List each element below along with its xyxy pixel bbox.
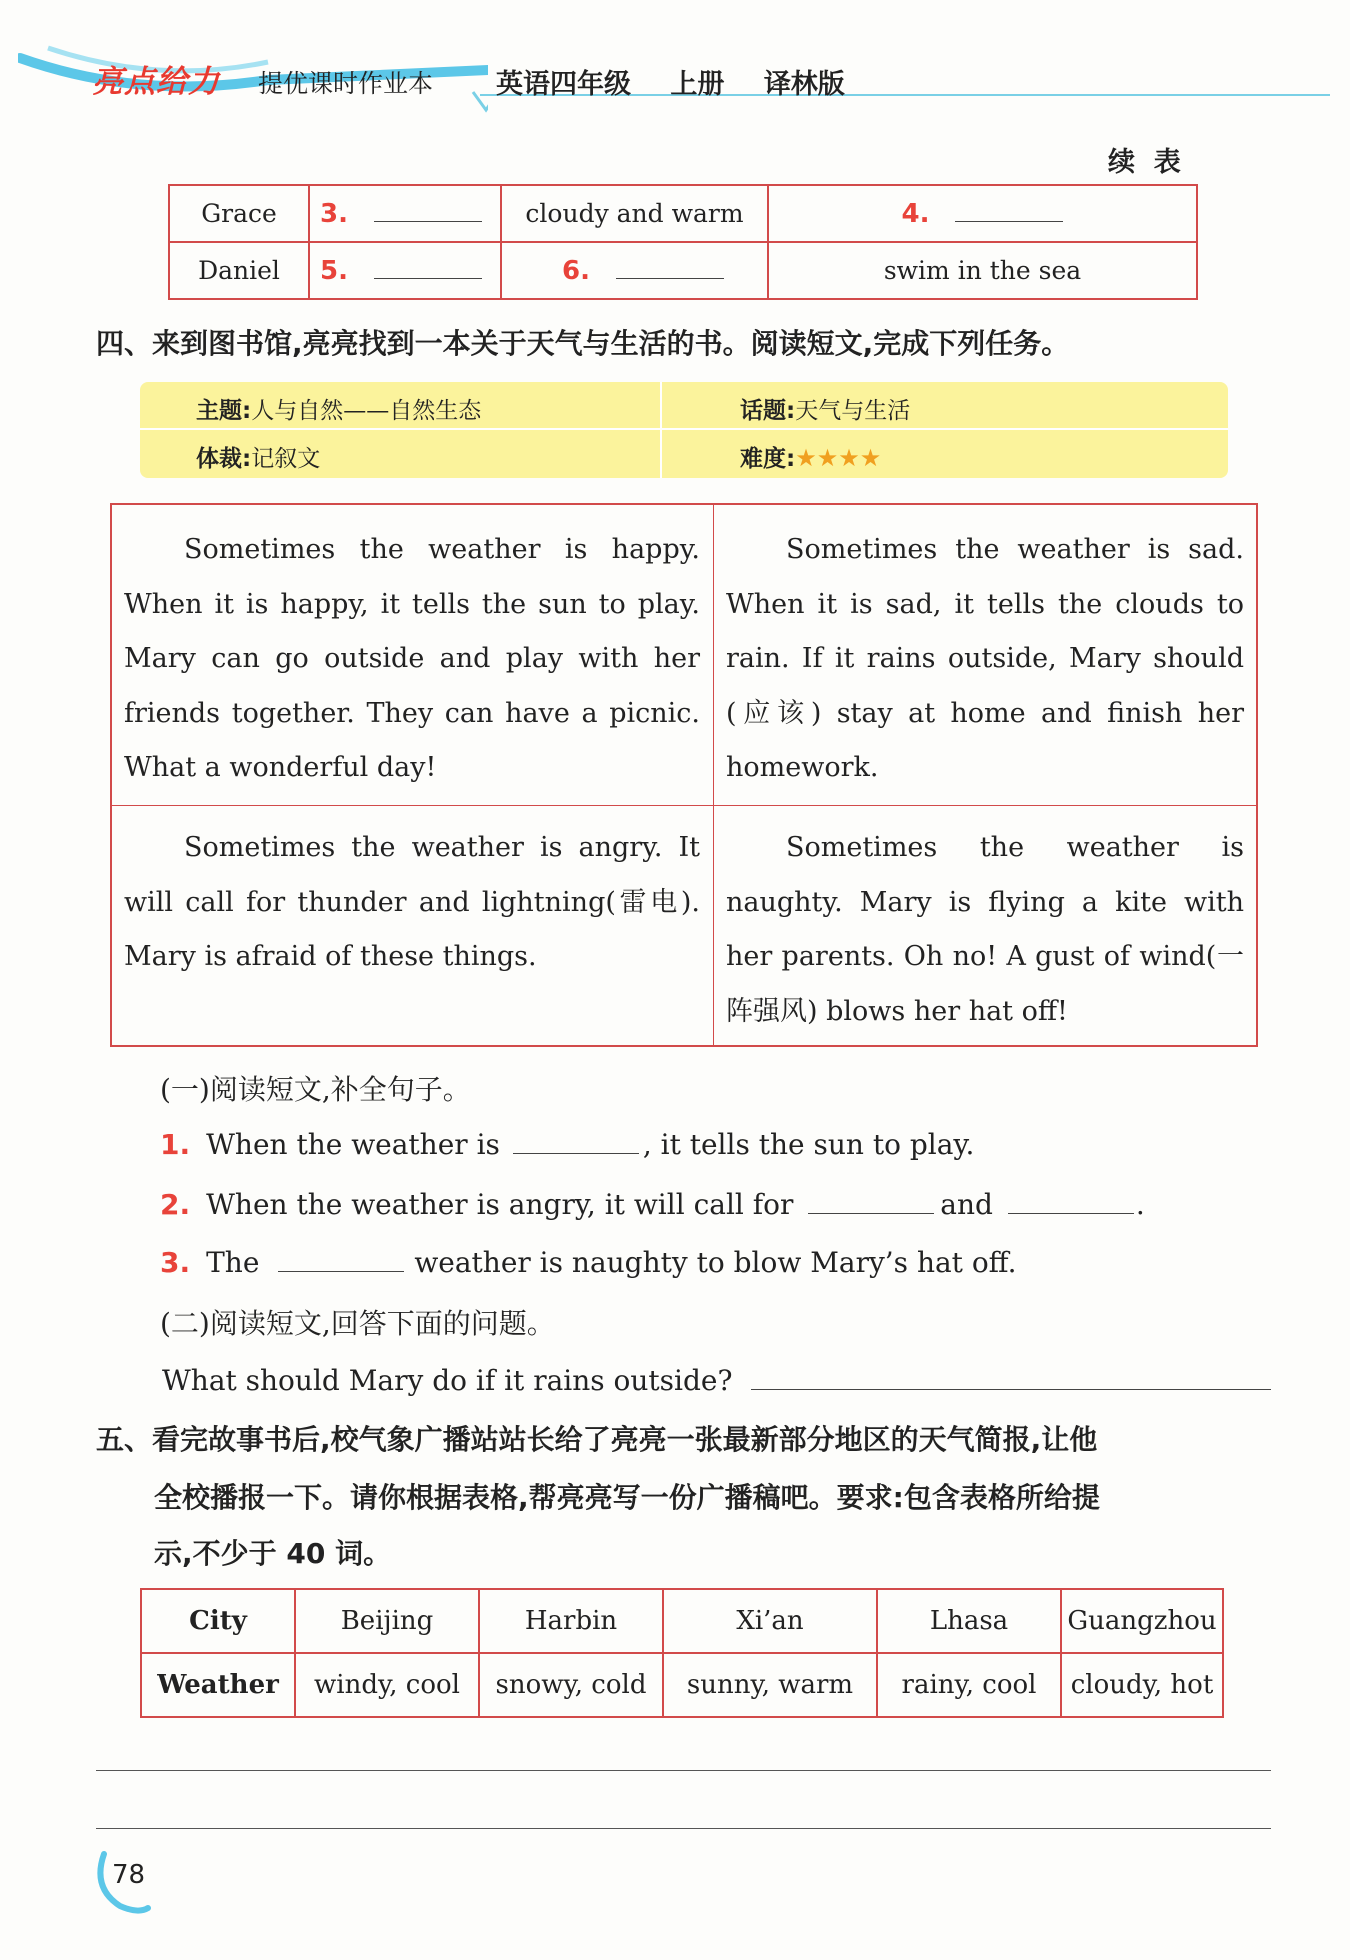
answer-blank-part2[interactable] [751,1388,1271,1390]
answer-blank-6[interactable] [616,277,724,279]
section-5-line-2: 全校播报一下。请你根据表格,帮亮亮写一份广播稿吧。要求:包含表格所给提 [154,1481,1100,1514]
answer-blank-3[interactable] [374,220,482,222]
table-row [141,1589,1223,1653]
table-row [169,242,1197,299]
blank-number: 4. [901,198,930,229]
city-cell: Xi’an [663,1589,877,1653]
passage-naughty: Sometimes the weather is naughty. Mary is flying a kite with her parents. Oh no! A gust of wind(一阵强风) blows her hat off! [726,832,1244,1027]
name-cell: Daniel [169,242,309,299]
passage-happy: Sometimes the weather is happy. When it is happy, it tells the sun to play. Mary can go outside and play with her friends together. They can have a picnic. What a wonderful day! [124,534,700,783]
blank-number: 5. [320,255,348,286]
question-2: 2. When the weather is angry, it will call for and . [160,1188,1145,1221]
genre: 体裁:记叙文 [196,446,321,472]
table-row [169,185,1197,242]
reading-passages [110,503,1258,1047]
subject: 英语四年级 [496,69,631,100]
reading-info-box [140,382,1228,478]
page-number: 78 [112,1860,146,1890]
weather-cell: windy, cool [295,1653,479,1717]
part-2-question: What should Mary do if it rains outside? [162,1364,1271,1397]
passage-sad: Sometimes the weather is sad. When it is sad, it tells the clouds to rain. If it rains outside, Mary should (应该) stay at home and finish her homework. [726,534,1244,783]
activity-cell: swim in the sea [768,242,1197,299]
writing-line-2[interactable] [96,1828,1271,1829]
name-cell: Grace [169,185,309,242]
brand-subtitle: 提优课时作业本 [258,69,434,98]
part-2-title: (二)阅读短文,回答下面的问题。 [160,1307,555,1340]
city-cell: Guangzhou [1061,1589,1223,1653]
weather-cell: sunny, warm [663,1653,877,1717]
answer-blank-q2b[interactable] [1008,1212,1134,1214]
edition: 译林版 [763,69,845,100]
passage-angry: Sometimes the weather is angry. It will call for thunder and lightning(雷电). Mary is afraid of these things. [124,832,700,972]
part-1-title: (一)阅读短文,补全句子。 [160,1073,471,1106]
table-row [141,1653,1223,1717]
weather-table [140,1588,1224,1718]
question-1: 1. When the weather is , it tells the sun to play. [160,1128,975,1161]
continued-label: 续 表 [1108,147,1181,178]
writing-line-1[interactable] [96,1770,1271,1771]
section-5-line-1: 五、看完故事书后,校气象广播站站长给了亮亮一张最新部分地区的天气简报,让他 [96,1423,1098,1456]
city-cell: Harbin [479,1589,663,1653]
weather-cell: cloudy and warm [501,185,768,242]
question-3: 3. The weather is naughty to blow Mary’s hat off. [160,1246,1017,1279]
city-cell: Beijing [295,1589,479,1653]
weather-cell: cloudy, hot [1061,1653,1223,1717]
difficulty-stars: ★★★★ [795,444,882,472]
difficulty: 难度:★★★★ [740,444,882,472]
book-info [496,62,875,101]
topic: 话题:天气与生活 [740,398,911,424]
volume: 上册 [670,69,725,100]
answer-blank-q2a[interactable] [808,1212,934,1214]
section-4-title: 四、来到图书馆,亮亮找到一本关于天气与生活的书。阅读短文,完成下列任务。 [96,327,1070,360]
continued-table [168,184,1198,300]
answer-blank-q1[interactable] [513,1152,639,1154]
answer-blank-q3[interactable] [278,1270,404,1272]
blank-number: 3. [320,198,348,229]
theme: 主题:人与自然——自然生态 [196,398,482,424]
brand-logo: 亮点给力 [92,64,220,100]
section-5-line-3: 示,不少于 40 词。 [154,1537,392,1570]
city-cell: Lhasa [877,1589,1061,1653]
header-city: City [141,1589,295,1653]
answer-blank-4[interactable] [955,220,1063,222]
weather-cell: rainy, cool [877,1653,1061,1717]
blank-number: 6. [562,255,590,286]
header-weather: Weather [141,1653,295,1717]
answer-blank-5[interactable] [374,277,482,279]
weather-cell: snowy, cold [479,1653,663,1717]
